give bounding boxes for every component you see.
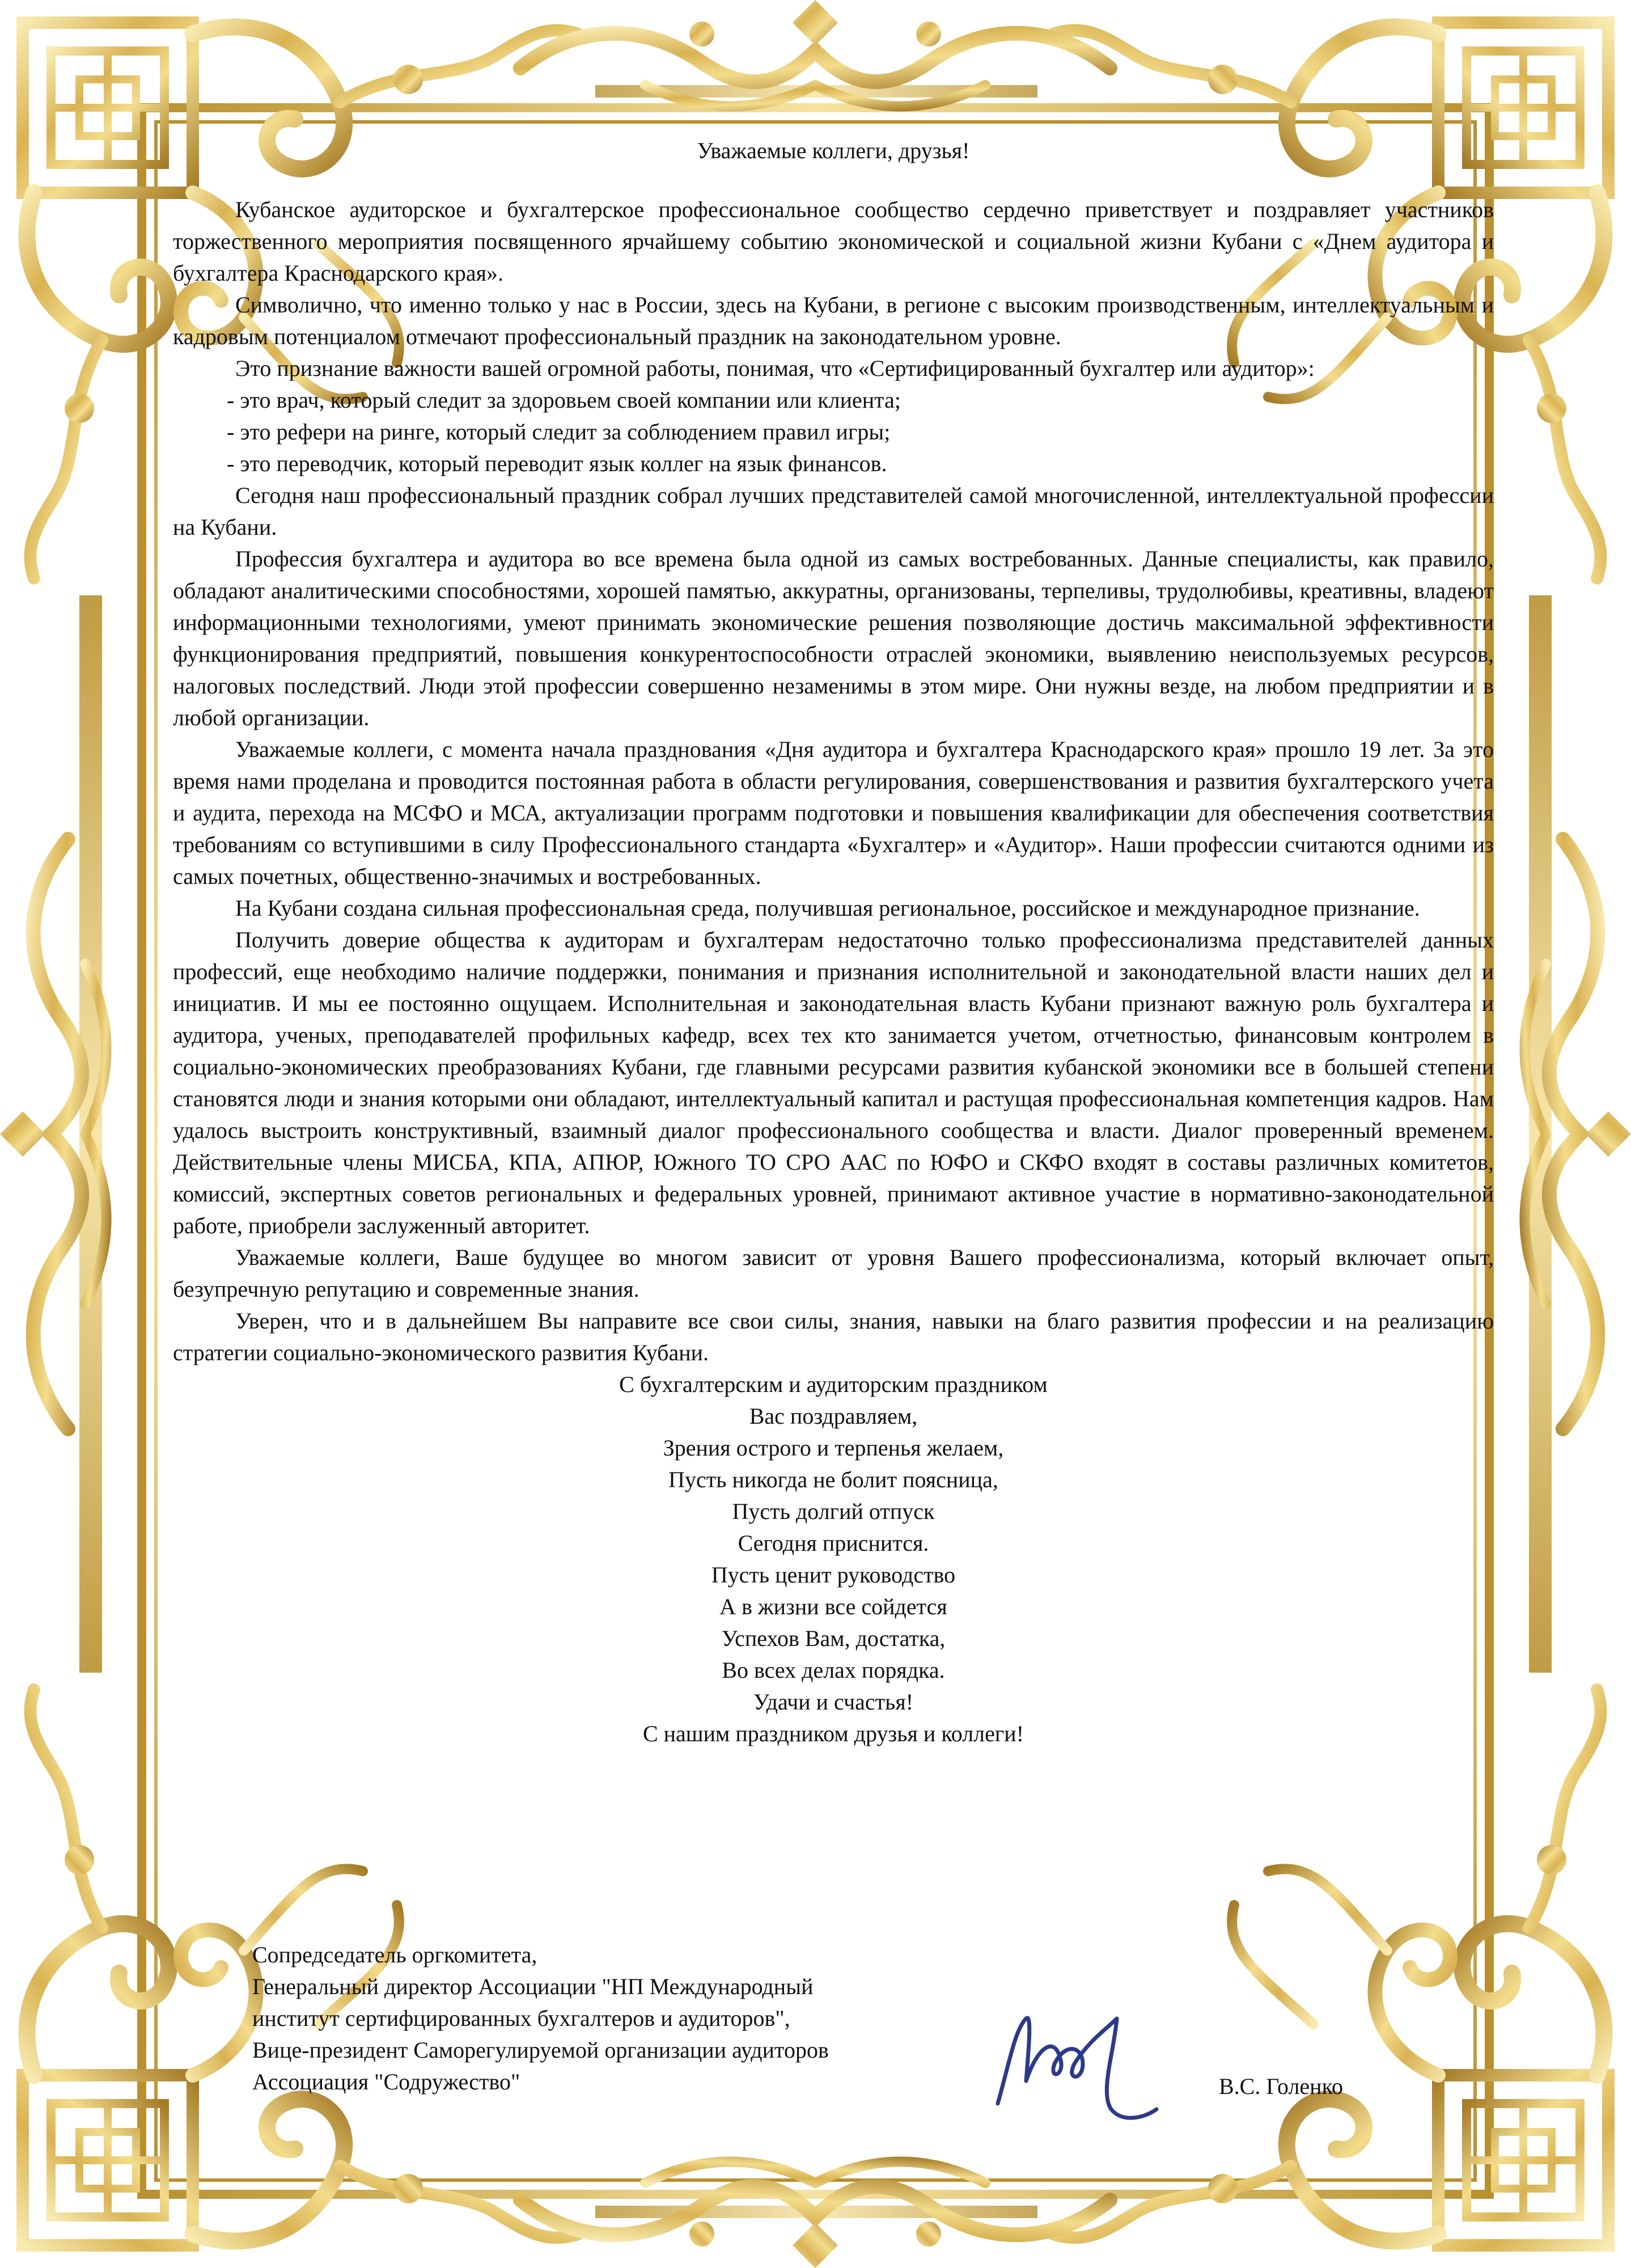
signatory-line: институт сертифцированных бухгалтеров и аудиторов", [252, 2005, 790, 2031]
letter-heading: Уважаемые коллеги, друзья! [697, 138, 970, 163]
paragraph: Профессия бухгалтера и аудитора во все времена была одной из самых востребованных. Данные специалисты, как правило, обладают аналитическими способностями, хорошей памятью, аккуратны, организованы, терпеливы, трудолюбивы, креативны, владеют информационными технологиями, умеют принимать экономические решения позволяющие достичь максимальной эффективности функционирования предприятий, повышения конкурентоспособности отраслей экономики, выявлению неиспользуемых ресурсов, налоговых последствий. Люди этой профессии совершенно незаменимы в этом мире. Они нужны везде, на любом предприятии и в любой организации. [173, 546, 1494, 730]
signatory-name: В.С. Голенко [1219, 2074, 1343, 2099]
paragraph: Сегодня наш профессиональный праздник собрал лучших представителей самой многочисленной, интеллектуальной профессии на Кубани. [173, 483, 1494, 540]
poem-line: Во всех делах порядка. [722, 1657, 945, 1683]
list-item: - это рефери на ринге, который следит за соблюдением правил игры; [227, 419, 891, 445]
paragraph: Уверен, что и в дальнейшем Вы направите все свои силы, знания, навыки на благо развития профессии и на реализацию стратегии социально-экономического развития Кубани. [173, 1308, 1494, 1365]
poem-line: Удачи и счастья! [753, 1689, 914, 1715]
poem-line: С нашим праздником друзья и коллеги! [642, 1721, 1024, 1746]
paragraph: Уважаемые коллеги, с момента начала празднования «Дня аудитора и бухгалтера Краснодарского края» прошло 19 лет. За это время нами проделана и проводится постоянная работа в области регулирования, совершенствования и развития бухгалтерского учета и аудита, перехода на МСФО и МСА, актуализации программ подготовки и повышения квалификации для обеспечения соответствия требованиям со вступившими в силу Профессионального стандарта «Бухгалтер» и «Аудитор». Наши профессии считаются одними из самых почетных, общественно-значимых и востребованных. [173, 737, 1494, 889]
poem-line: Успехов Вам, достатка, [721, 1626, 946, 1651]
paragraph: Кубанское аудиторское и бухгалтерское профессиональное сообщество сердечно приветствует и поздравляет участников торжественного мероприятия посвященного ярчайшему событию экономической и социальной жизни Кубани с «Днем аудитора и бухгалтера Краснодарского края». [173, 197, 1494, 286]
paragraph: Уважаемые коллеги, Ваше будущее во многом зависит от уровня Вашего профессионализма, который включает опыт, безупречную репутацию и современные знания. [173, 1245, 1494, 1302]
poem-line: Пусть долгий отпуск [732, 1499, 935, 1524]
list-item: - это переводчик, который переводит язык коллег на язык финансов. [227, 451, 887, 476]
poem-line: Зрения острого и терпенья желаем, [663, 1435, 1004, 1461]
paragraph: На Кубани создана сильная профессиональная среда, получившая региональное, российское и международное признание. [235, 895, 1420, 921]
poem-line: Сегодня приснится. [738, 1530, 929, 1556]
signatory-line: Ассоциация "Содружество" [252, 2069, 520, 2094]
signatory-line: Генеральный директор Ассоциации "НП Международный [252, 1974, 814, 1999]
signatory-line: Вице-президент Саморегулируемой организации аудиторов [252, 2037, 829, 2063]
paragraph: Получить доверие общества к аудиторам и бухгалтерам недостаточно только профессионализма представителей данных профессий, еще необходимо наличие поддержки, понимания и признания исполнительной и законодательной власти наших дел и инициатив. И мы ее постоянно ощущаем. Исполнительная и законодательная власть Кубани признают важную роль бухгалтера и аудитора, ученых, преподавателей профильных кафедр, всех тех кто занимается учетом, отчетностью, финансовым контролем в социально-экономических преобразованиях Кубани, где главными ресурсами развития кубанской экономики все в большей степени становятся люди и знания которыми они обладают, интеллектуальный капитал и растущая профессиональная компетенция кадров. Нам удалось выстроить конструктивный, взаимный диалог профессионального сообщества и власти. Диалог проверенный временем. Действительные члены МИСБА, КПА, АПЮР, Южного ТО СРО ААС по ЮФО и СКФО входят в составы различных комитетов, комиссий, экспертных советов региональных и федеральных уровней, принимают активное участие в нормативно-законодательной работе, приобрели заслуженный авторитет. [173, 927, 1494, 1238]
paragraph: Это признание важности вашей огромной работы, понимая, что «Сертифицированный бухгалтер или аудитор»: [235, 356, 1315, 381]
signatory-line: Сопредседатель оргкомитета, [252, 1942, 537, 1967]
paragraph: Символично, что именно только у нас в России, здесь на Кубани, в регионе с высоким производственным, интеллектуальным и кадровым потенциалом отмечают профессиональный праздник на законодательном уровне. [173, 292, 1494, 349]
poem-line: Вас поздравляем, [749, 1403, 918, 1429]
signatory-title [252, 1939, 1046, 2098]
poem [173, 1369, 1494, 1750]
poem-line: Пусть никогда не болит поясница, [668, 1467, 998, 1492]
list-item: - это врач, который следит за здоровьем своей компании или клиента; [227, 387, 901, 413]
poem-line: С бухгалтерским и аудиторским праздником [619, 1372, 1048, 1397]
handwritten-signature [975, 1996, 1179, 2132]
poem-line: А в жизни все сойдется [719, 1594, 947, 1619]
letter-body [173, 135, 1494, 1750]
poem-line: Пусть ценит руководство [711, 1562, 956, 1588]
